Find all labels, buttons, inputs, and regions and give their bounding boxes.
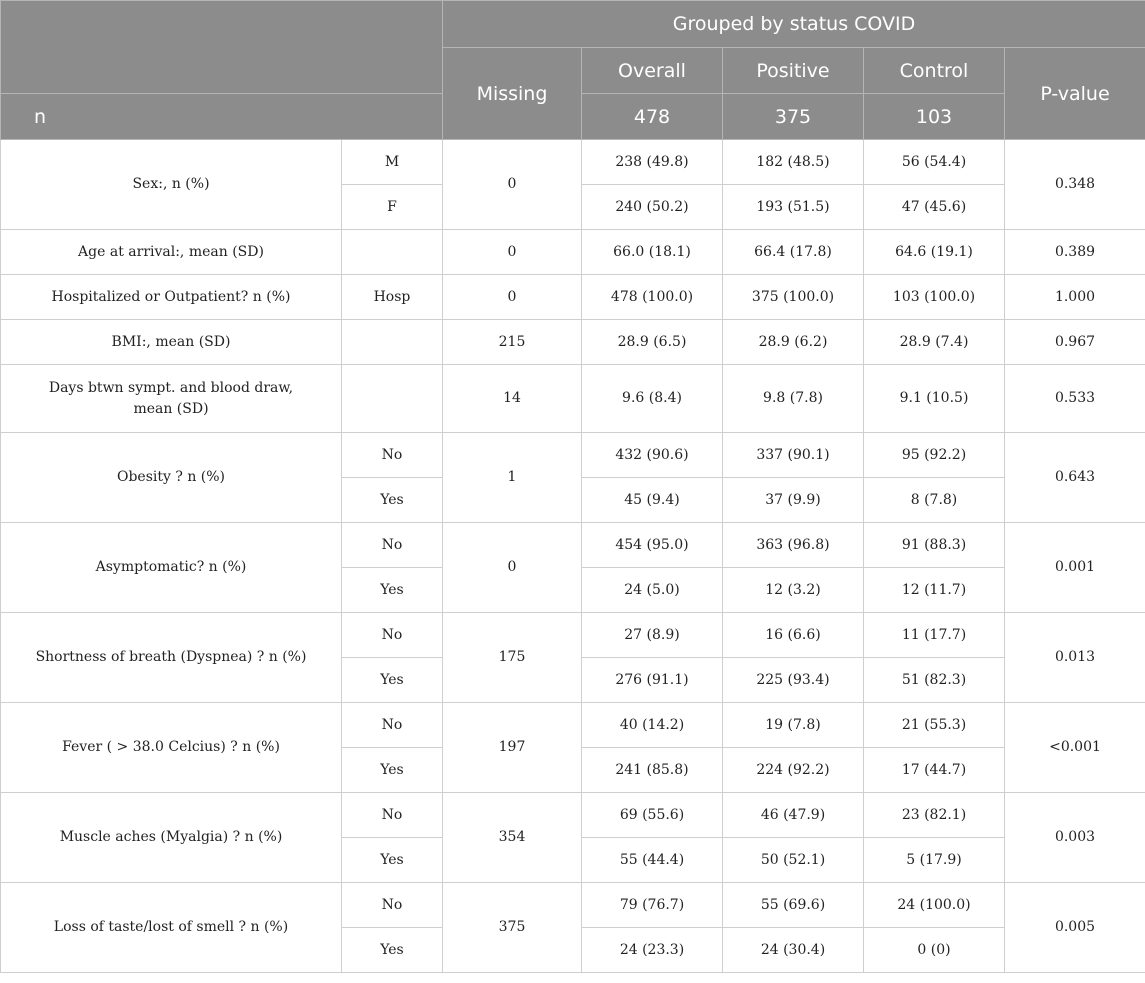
positive-cell: 50 (52.1)	[723, 838, 864, 883]
control-cell: 56 (54.4)	[864, 140, 1005, 185]
level-cell	[342, 320, 443, 365]
missing-cell: 0	[443, 140, 582, 230]
level-cell: M	[342, 140, 443, 185]
table-row	[1, 230, 1145, 275]
missing-cell: 14	[443, 365, 582, 433]
level-cell: Yes	[342, 568, 443, 613]
overall-cell: 454 (95.0)	[582, 523, 723, 568]
row-label: Shortness of breath (Dyspnea) ? n (%)	[1, 613, 342, 703]
row-label: Asymptomatic? n (%)	[1, 523, 342, 613]
level-cell: No	[342, 523, 443, 568]
table-body	[1, 140, 1145, 973]
missing-cell: 354	[443, 793, 582, 883]
overall-cell: 69 (55.6)	[582, 793, 723, 838]
control-cell: 103 (100.0)	[864, 275, 1005, 320]
overall-cell: 24 (23.3)	[582, 928, 723, 973]
missing-cell: 0	[443, 523, 582, 613]
positive-cell: 224 (92.2)	[723, 748, 864, 793]
pvalue-cell: 0.967	[1005, 320, 1145, 365]
level-cell: No	[342, 703, 443, 748]
overall-cell: 66.0 (18.1)	[582, 230, 723, 275]
overall-cell: 240 (50.2)	[582, 185, 723, 230]
level-cell: F	[342, 185, 443, 230]
pvalue-cell: 0.533	[1005, 365, 1145, 433]
positive-cell: 363 (96.8)	[723, 523, 864, 568]
control-cell: 24 (100.0)	[864, 883, 1005, 928]
control-cell: 95 (92.2)	[864, 433, 1005, 478]
level-cell: Yes	[342, 748, 443, 793]
row-label: Age at arrival:, mean (SD)	[1, 230, 342, 275]
overall-cell: 24 (5.0)	[582, 568, 723, 613]
level-cell: No	[342, 793, 443, 838]
overall-cell: 55 (44.4)	[582, 838, 723, 883]
positive-cell: 12 (3.2)	[723, 568, 864, 613]
row-label: Fever ( > 38.0 Celcius) ? n (%)	[1, 703, 342, 793]
header-blank	[1, 1, 443, 94]
positive-cell: 28.9 (6.2)	[723, 320, 864, 365]
positive-cell: 37 (9.9)	[723, 478, 864, 523]
missing-cell: 215	[443, 320, 582, 365]
col-control: Control	[864, 48, 1005, 94]
level-cell: No	[342, 883, 443, 928]
pvalue-cell: 0.003	[1005, 793, 1145, 883]
control-cell: 0 (0)	[864, 928, 1005, 973]
level-cell: No	[342, 613, 443, 658]
overall-cell: 27 (8.9)	[582, 613, 723, 658]
table-row	[1, 613, 1145, 658]
control-cell: 91 (88.3)	[864, 523, 1005, 568]
col-missing: Missing	[443, 48, 582, 140]
pvalue-cell: 0.643	[1005, 433, 1145, 523]
missing-cell: 0	[443, 230, 582, 275]
control-cell: 21 (55.3)	[864, 703, 1005, 748]
missing-cell: 0	[443, 275, 582, 320]
pvalue-cell: 0.348	[1005, 140, 1145, 230]
table-row	[1, 433, 1145, 478]
overall-cell: 45 (9.4)	[582, 478, 723, 523]
pvalue-cell: 0.001	[1005, 523, 1145, 613]
pvalue-cell: 1.000	[1005, 275, 1145, 320]
missing-cell: 1	[443, 433, 582, 523]
table-row	[1, 140, 1145, 185]
group-title: Grouped by status COVID	[443, 1, 1145, 48]
positive-cell: 182 (48.5)	[723, 140, 864, 185]
positive-cell: 19 (7.8)	[723, 703, 864, 748]
row-label: Days btwn sympt. and blood draw, mean (SD)	[1, 365, 342, 433]
pvalue-cell: 0.005	[1005, 883, 1145, 973]
level-cell	[342, 230, 443, 275]
control-cell: 17 (44.7)	[864, 748, 1005, 793]
n-label: n	[1, 94, 443, 140]
positive-cell: 375 (100.0)	[723, 275, 864, 320]
pvalue-cell: 0.389	[1005, 230, 1145, 275]
level-cell: Yes	[342, 658, 443, 703]
col-overall: Overall	[582, 48, 723, 94]
overall-cell: 276 (91.1)	[582, 658, 723, 703]
control-cell: 64.6 (19.1)	[864, 230, 1005, 275]
row-label: BMI:, mean (SD)	[1, 320, 342, 365]
control-cell: 8 (7.8)	[864, 478, 1005, 523]
overall-cell: 478 (100.0)	[582, 275, 723, 320]
pvalue-cell: <0.001	[1005, 703, 1145, 793]
missing-cell: 375	[443, 883, 582, 973]
row-label: Loss of taste/lost of smell ? n (%)	[1, 883, 342, 973]
overall-cell: 432 (90.6)	[582, 433, 723, 478]
table-row	[1, 365, 1145, 433]
control-cell: 11 (17.7)	[864, 613, 1005, 658]
level-cell: Yes	[342, 478, 443, 523]
level-cell: Hosp	[342, 275, 443, 320]
col-positive: Positive	[723, 48, 864, 94]
positive-cell: 46 (47.9)	[723, 793, 864, 838]
missing-cell: 197	[443, 703, 582, 793]
control-cell: 9.1 (10.5)	[864, 365, 1005, 433]
missing-cell: 175	[443, 613, 582, 703]
table-row	[1, 793, 1145, 838]
n-positive: 375	[723, 94, 864, 140]
positive-cell: 66.4 (17.8)	[723, 230, 864, 275]
n-control: 103	[864, 94, 1005, 140]
overall-cell: 238 (49.8)	[582, 140, 723, 185]
overall-cell: 40 (14.2)	[582, 703, 723, 748]
level-cell: No	[342, 433, 443, 478]
positive-cell: 193 (51.5)	[723, 185, 864, 230]
positive-cell: 55 (69.6)	[723, 883, 864, 928]
positive-cell: 24 (30.4)	[723, 928, 864, 973]
level-cell	[342, 365, 443, 433]
row-label: Muscle aches (Myalgia) ? n (%)	[1, 793, 342, 883]
positive-cell: 9.8 (7.8)	[723, 365, 864, 433]
positive-cell: 337 (90.1)	[723, 433, 864, 478]
control-cell: 47 (45.6)	[864, 185, 1005, 230]
table-row	[1, 523, 1145, 568]
control-cell: 5 (17.9)	[864, 838, 1005, 883]
row-label: Sex:, n (%)	[1, 140, 342, 230]
table-row	[1, 320, 1145, 365]
control-cell: 28.9 (7.4)	[864, 320, 1005, 365]
pvalue-cell: 0.013	[1005, 613, 1145, 703]
level-cell: Yes	[342, 838, 443, 883]
table-row	[1, 275, 1145, 320]
table-row	[1, 703, 1145, 748]
control-cell: 23 (82.1)	[864, 793, 1005, 838]
table-row	[1, 883, 1145, 928]
n-overall: 478	[582, 94, 723, 140]
level-cell: Yes	[342, 928, 443, 973]
overall-cell: 28.9 (6.5)	[582, 320, 723, 365]
control-cell: 12 (11.7)	[864, 568, 1005, 613]
row-label: Obesity ? n (%)	[1, 433, 342, 523]
table-header	[1, 1, 1145, 140]
overall-cell: 79 (76.7)	[582, 883, 723, 928]
positive-cell: 225 (93.4)	[723, 658, 864, 703]
overall-cell: 241 (85.8)	[582, 748, 723, 793]
control-cell: 51 (82.3)	[864, 658, 1005, 703]
overall-cell: 9.6 (8.4)	[582, 365, 723, 433]
col-pvalue: P-value	[1005, 48, 1145, 140]
row-label: Hospitalized or Outpatient? n (%)	[1, 275, 342, 320]
positive-cell: 16 (6.6)	[723, 613, 864, 658]
